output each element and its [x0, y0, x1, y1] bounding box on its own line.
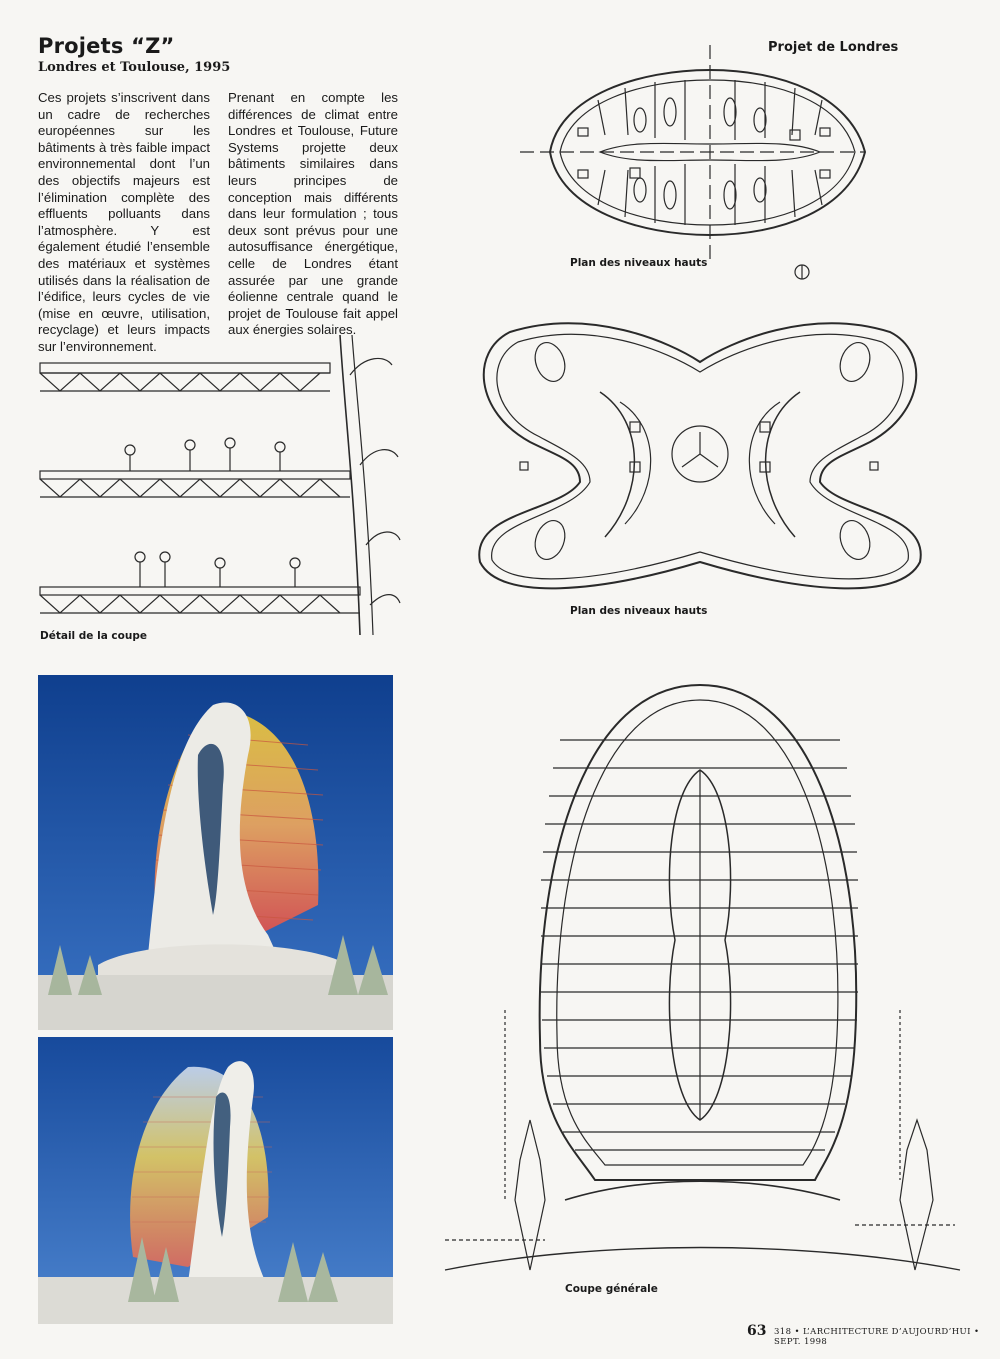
clover-floor-plan-drawing	[470, 312, 930, 597]
oval-floor-plan-drawing	[520, 40, 880, 290]
project-name-caption: Projet de Londres	[768, 40, 899, 55]
model-photo-bottom	[38, 1037, 393, 1324]
plan-caption-middle: Plan des niveaux hauts	[570, 605, 708, 617]
article-title: Projets “Z”	[38, 34, 175, 58]
general-section-caption: Coupe générale	[565, 1283, 658, 1295]
section-detail-caption: Détail de la coupe	[40, 630, 147, 642]
footer-issue-info: 318 • L’ARCHITECTURE D’AUJOURD’HUI • SEPT. 1998	[774, 1327, 980, 1347]
page-number: 63	[747, 1323, 767, 1339]
article-subtitle: Londres et Toulouse, 1995	[38, 60, 231, 75]
body-column-1: Ces projets s’inscrivent dans un cadre de recherches européennes sur les bâtiments à très faible impact environnemental dont l’un des objectifs majeurs est l’élimination complète des effluents polluants dans l’atmosphère. Y est également étudié l’ensemble des matériaux et systèmes utilisés dans la réalisation de l’édifice, leurs cycles de vie (mise en œuvre, utilisation, recyclage) et leurs impacts sur l’environnement.	[38, 90, 210, 354]
plan-caption-top: Plan des niveaux hauts	[570, 257, 708, 269]
body-column-2: Prenant en compte les différences de climat entre Londres et Toulouse, Future Systems projette deux bâtiments similaires dans leurs principes de conception mais différents dans leur formulation ; tous deux sont prévus pour une autosuffisance énergétique, celle de Londres étant assurée par une grande éolienne centrale quand le projet de Toulouse fait appel aux énergies solaires.	[228, 90, 398, 338]
section-detail-drawing	[40, 335, 420, 635]
general-section-drawing	[445, 680, 960, 1275]
model-photo-top	[38, 675, 393, 1030]
